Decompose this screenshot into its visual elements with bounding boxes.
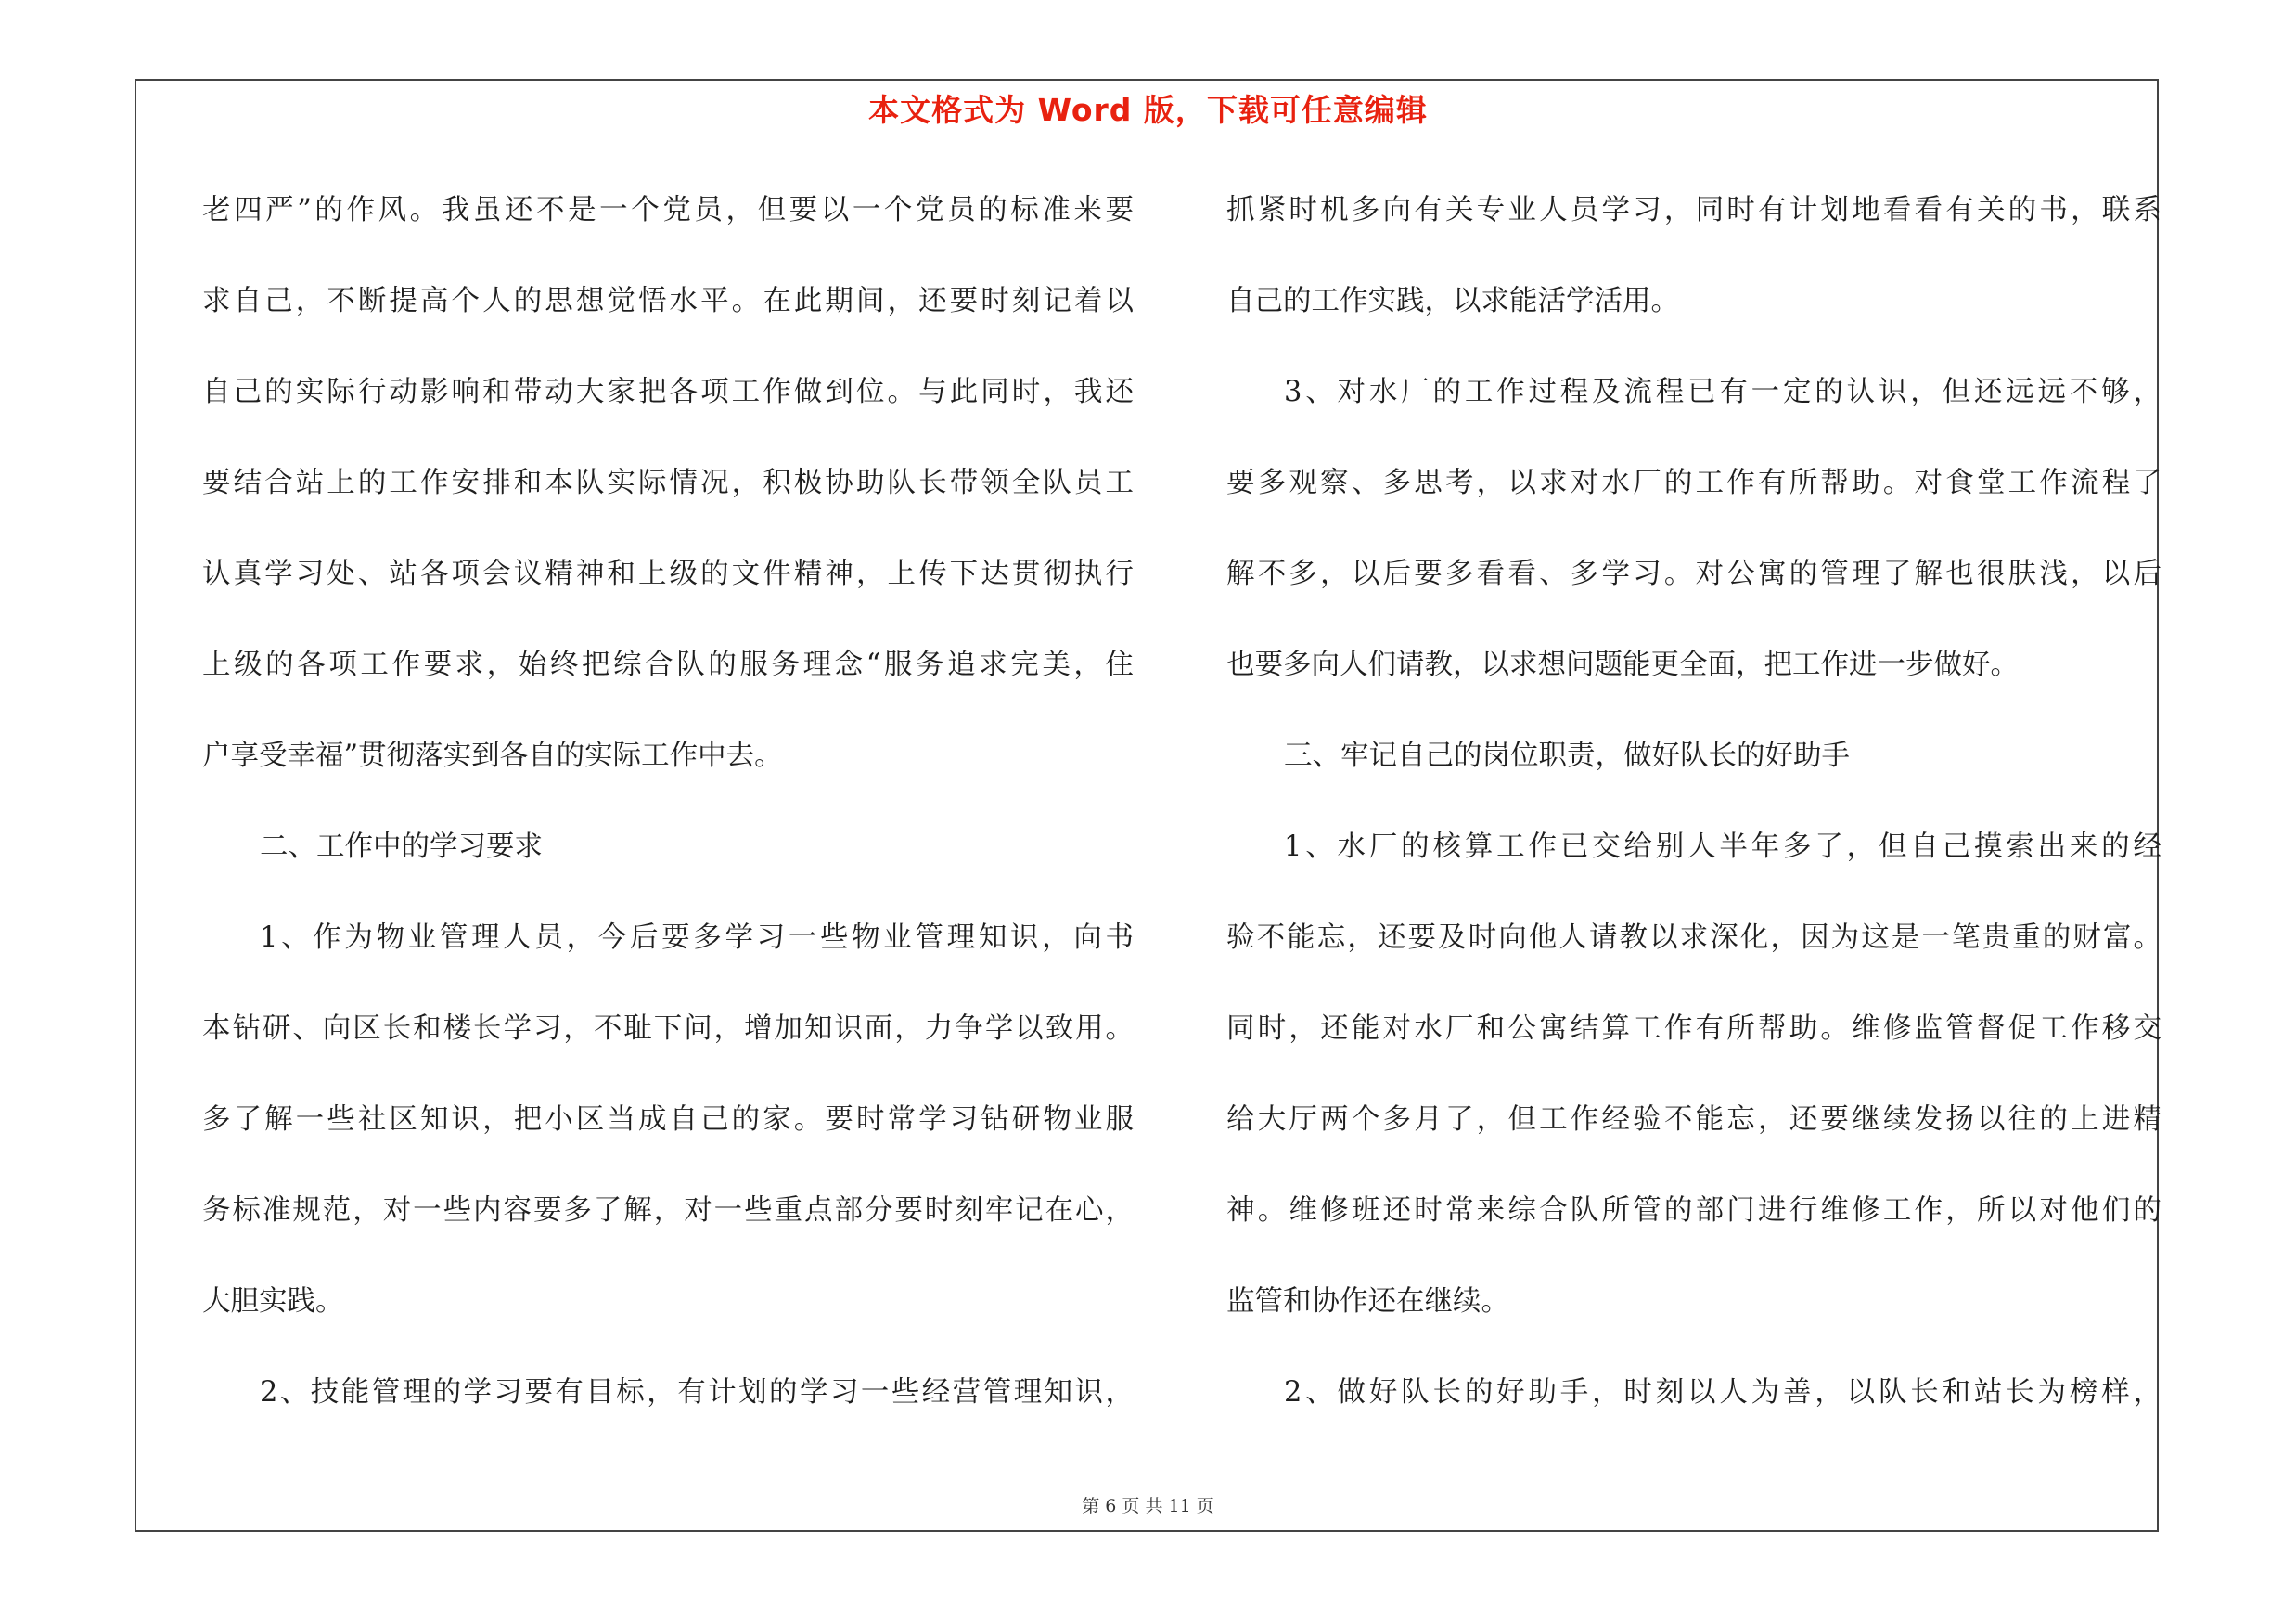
text-line: 务标准规范，对一些内容要多了解，对一些重点部分要时刻牢记在心， (202, 1194, 1134, 1227)
text-line: 也要多向人们请教，以求想问题能更全面，把工作进一步做好。 (1226, 649, 2019, 681)
text-line: 户享受幸福”贯彻落实到各自的实际工作中去。 (202, 740, 783, 772)
page-number-footer: 第 6 页 共 11 页 (1082, 1496, 1214, 1516)
text-line: 大胆实践。 (202, 1285, 344, 1318)
text-line: 2、做好队长的好助手，时刻以人为善，以队长和站长为榜样， (1284, 1376, 2161, 1409)
text-line: 要结合站上的工作安排和本队实际情况，积极协助队长带领全队员工 (202, 467, 1134, 499)
document-header-banner: 本文格式为 Word 版，下载可任意编辑 (868, 92, 1428, 128)
text-line: 要多观察、多思考，以求对水厂的工作有所帮助。对食堂工作流程了 (1226, 467, 2161, 499)
text-line: 上级的各项工作要求，始终把综合队的服务理念“服务追求完美，住 (202, 649, 1134, 681)
text-line: 验不能忘，还要及时向他人请教以求深化，因为这是一笔贵重的财富。 (1226, 921, 2161, 954)
text-line: 求自己，不断提高个人的思想觉悟水平。在此期间，还要时刻记着以 (202, 285, 1134, 317)
text-line: 多了解一些社区知识，把小区当成自己的家。要时常学习钻研物业服 (202, 1103, 1134, 1136)
text-line: 二、工作中的学习要求 (260, 831, 543, 863)
text-line: 解不多，以后要多看看、多学习。对公寓的管理了解也很肤浅，以后 (1226, 558, 2161, 590)
left-text-column (202, 181, 1134, 1454)
text-line: 老四严”的作风。我虽还不是一个党员，但要以一个党员的标准来要 (202, 194, 1134, 226)
text-line: 1、作为物业管理人员，今后要多学习一些物业管理知识，向书 (260, 921, 1134, 954)
text-line: 监管和协作还在继续。 (1226, 1285, 1509, 1318)
text-line: 三、牢记自己的岗位职责，做好队长的好助手 (1284, 740, 1850, 772)
text-line: 认真学习处、站各项会议精神和上级的文件精神，上传下达贯彻执行 (202, 558, 1134, 590)
text-line: 1、水厂的核算工作已交给别人半年多了，但自己摸索出来的经 (1284, 831, 2161, 863)
text-line: 3、对水厂的工作过程及流程已有一定的认识，但还远远不够， (1284, 376, 2161, 408)
text-line: 本钻研、向区长和楼长学习，不耻下问，增加知识面，力争学以致用。 (202, 1012, 1134, 1045)
right-text-column (1226, 181, 2161, 1454)
text-line: 同时，还能对水厂和公寓结算工作有所帮助。维修监管督促工作移交 (1226, 1012, 2161, 1045)
text-line: 2、技能管理的学习要有目标，有计划的学习一些经营管理知识， (260, 1376, 1134, 1409)
text-line: 神。维修班还时常来综合队所管的部门进行维修工作，所以对他们的 (1226, 1194, 2161, 1227)
text-line: 自己的工作实践，以求能活学活用。 (1226, 285, 1679, 317)
text-line: 抓紧时机多向有关专业人员学习，同时有计划地看看有关的书，联系 (1226, 194, 2161, 226)
text-line: 给大厅两个多月了，但工作经验不能忘，还要继续发扬以往的上进精 (1226, 1103, 2161, 1136)
text-line: 自己的实际行动影响和带动大家把各项工作做到位。与此同时，我还 (202, 376, 1134, 408)
